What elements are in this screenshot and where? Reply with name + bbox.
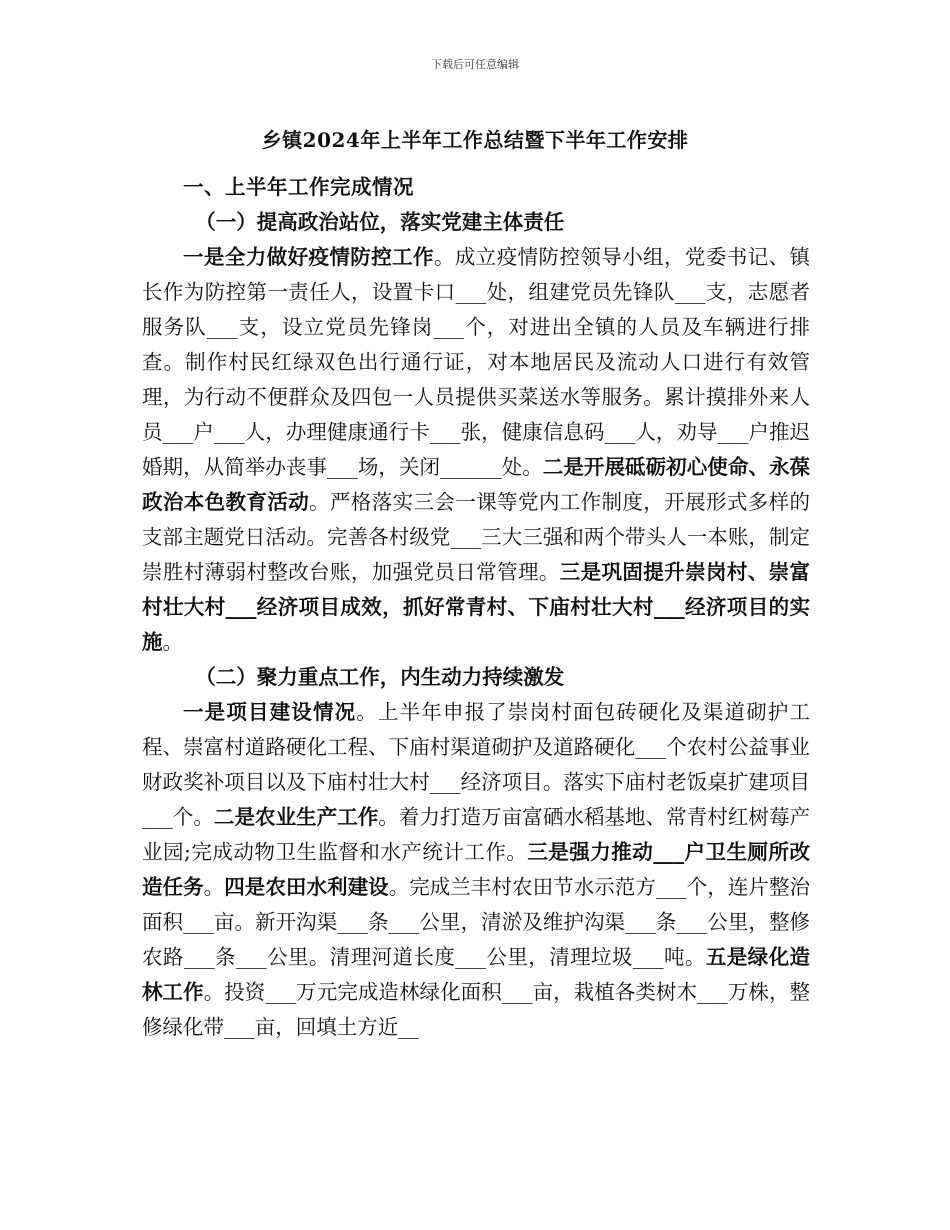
paragraph-text: 。上半年申报了崇岗村面包砖硬化及渠道砌护工程、崇富村道路硬化工程、下庙村渠道砌护及道路硬化___个农村公益事业财政奖补项目以及下庙村壮大村___经济项目。落实下庙村老饭桌扩建项目___个。 [142,700,811,829]
paragraph [142,240,810,660]
subsection-heading: （一）提高政治站位，落实党建主体责任 [195,210,565,234]
subsection-heading: （二）聚力重点工作，内生动力持续激发 [195,665,565,689]
paragraph-text: 。严格落实三会一课等党内工作制度，开展形式多样的支部主题党日活动。完善各村级党___三大三强和两个带头人一本账，制定崇胜村薄弱村整改台账，加强党员日常管理。 [142,490,811,584]
paragraph-text: 。完成兰丰村农田节水示范方___个，连片整治面积___亩。新开沟渠___条___公里，清淤及维护沟渠___条___公里，整修农路___条___公里。清理河道长度___公里，清理垃圾___吨。 [142,875,811,969]
paragraph [142,695,810,1045]
bold-lead: 三是巩固提升崇岗村、崇富村壮大村___经济项目成效，抓好常青村、下庙村壮大村___经济项目的实施 [142,560,811,654]
bold-lead: 一是全力做好疫情防控工作 [183,245,434,269]
bold-lead: 二是农业生产工作 [213,805,379,829]
bold-lead: 一是项目建设情况 [183,700,357,724]
paragraph-text: 。投资___万元完成造林绿化面积___亩，栽植各类树木___万株，整修绿化带___亩，回填土方近__ [142,980,811,1039]
paragraph-text: 。着力打造万亩富硒水稻基地、常青村红树莓产业园;完成动物卫生监督和水产统计工作。 [142,805,811,864]
document-title: 乡镇2024年上半年工作总结暨下半年工作安排 [261,128,689,152]
paragraph-text: 。 [162,630,183,654]
bold-lead: 二是开展砥砺初心使命、永葆政治本色教育活动 [142,455,811,514]
bold-lead: 四是农田水利建设 [224,875,389,899]
bold-lead: 五是绿化造林工作 [142,945,810,1004]
header-note: 下载后可任意编辑 [431,58,519,71]
section-heading: 一、上半年工作完成情况 [183,175,414,199]
paragraph-text: 。成立疫情防控领导小组，党委书记、镇长作为防控第一责任人，设置卡口___处，组建党员先锋队___支，志愿者服务队___支，设立党员先锋岗___个，对进出全镇的人员及车辆进行排查。制作村民红绿双色出行通行证，对本地居民及流动人口进行有效管理，为行动不便群众及四包一人员提供买菜送水等服务。累计摸排外来人员___户___人，办理健康通行卡___张，健康信息码___人，劝导___户推迟婚期，从简举办丧事___场，关闭______处。 [142,245,811,479]
document-body [142,170,810,1045]
bold-lead: 三是强力推动___户卫生厕所改造任务 [142,840,811,899]
paragraph-text: 。 [203,875,225,899]
